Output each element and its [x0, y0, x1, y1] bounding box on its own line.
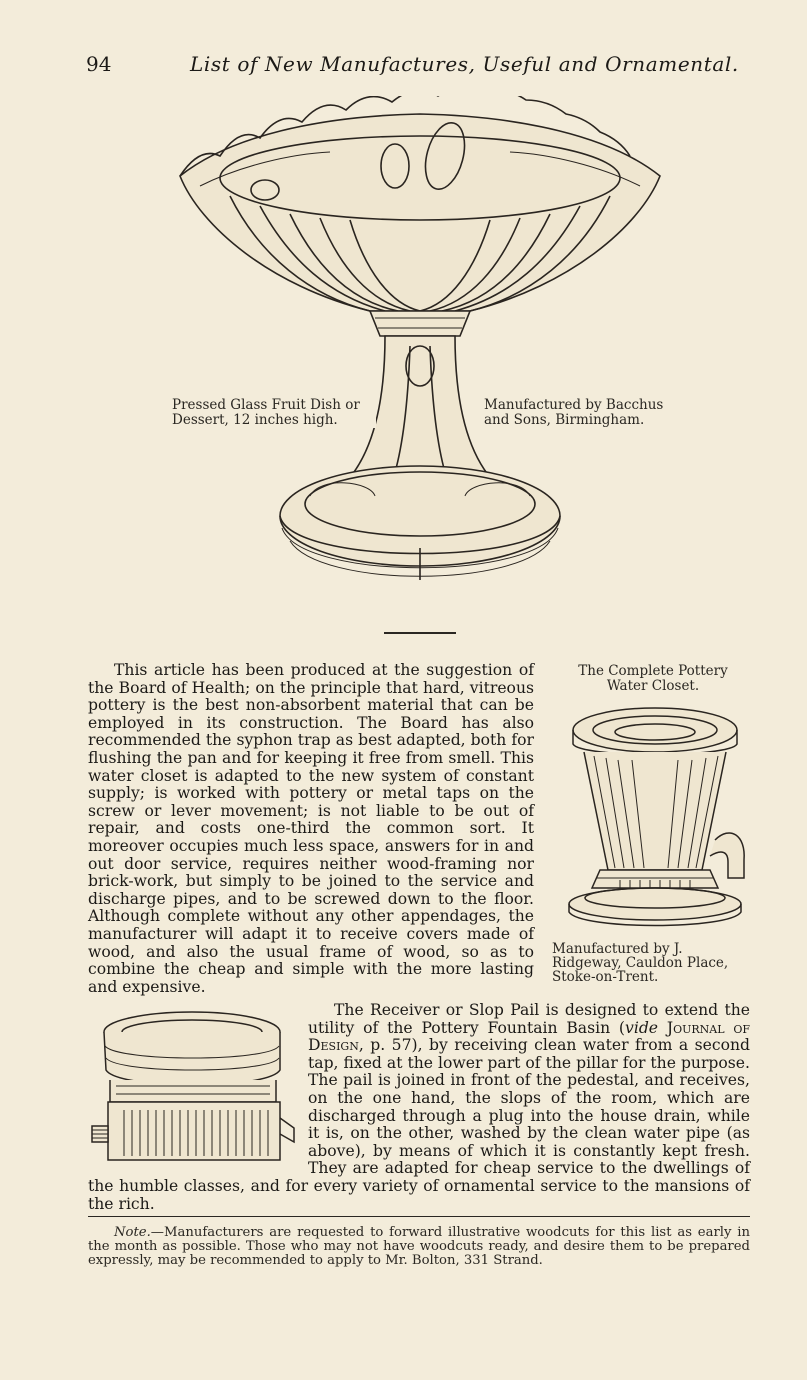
section-divider	[384, 632, 456, 634]
page-header	[86, 52, 746, 84]
note-text: —Manufacturers are requested to forward illustrative woodcuts for this list as early in the month as possible. Those who may not have woodcuts ready, and desire them to be prepared expressly, may be recommended to apply to Mr. Bolton, 331 Strand.	[88, 1225, 750, 1268]
slop-pail-article	[88, 1002, 750, 1213]
article-paragraph: This article has been produced at the suggestion of the Board of Health; on the principle that hard, vitreous pottery is the best non-absorbent material that can be employed in its construction. The Board has also recommended the syphon trap as best adapted, both for flushing the pan and for keeping it free from smell. This water closet is adapted to the new system of constant supply; is worked with pottery or metal taps on the screw or lever movement; is not liable to be out of repair, and costs one-third the common sort. It moreover occupies much less space, answers for in and out door service, requires neither wood-framing nor brick-work, but simply to be joined to the service and discharge pipes, and to be screwed down to the floor. Although complete without any other appendages, the manufacturer will adapt it to receive covers made of wood, and also the usual frame of wood, so as to combine the cheap and simple with the more lasting and expensive.	[88, 661, 534, 996]
pottery-water-closet-illustration	[560, 700, 750, 932]
running-title: List of New Manufactures, Useful and Ornamental.	[190, 52, 739, 76]
closet-caption-top: The Complete Pottery Water Closet.	[578, 663, 728, 694]
pressed-glass-fruit-dish-illustration	[170, 96, 670, 606]
note-label: Note.	[114, 1225, 151, 1240]
footnote-divider	[88, 1216, 750, 1217]
closet-caption-bottom: Manufactured by J. Ridgeway, Cauldon Place, Stoke-on-Trent.	[552, 941, 729, 985]
page-number: 94	[86, 52, 112, 76]
dish-caption-left: Pressed Glass Fruit Dish or Dessert, 12 inches high.	[172, 398, 376, 428]
dish-caption-right: Manufactured by Bacchus and Sons, Birmingham.	[480, 398, 684, 428]
water-closet-article	[88, 662, 534, 996]
journal-reference: Journal of Design	[308, 1018, 751, 1055]
pail-paragraph: The Receiver or Slop Pail is designed to extend the utility of the Pottery Fountain Basin (vide Journal of Design, p. 57), by receiving clean water from a second tap, fixed at the lower part of the pillar for the purpose. The pail is joined in front of the pedestal, and receives, on the one hand, the slops of the room, which are discharged through a plug into the house drain, while it is, on the other, washed by the clean water pipe (as above), by means of which it is constantly kept fresh. They are adapted for cheap service to the dwellings of the humble classes, and for every variety of ornamental service to the mansions of the rich.	[88, 1001, 751, 1213]
footnote	[88, 1226, 750, 1268]
